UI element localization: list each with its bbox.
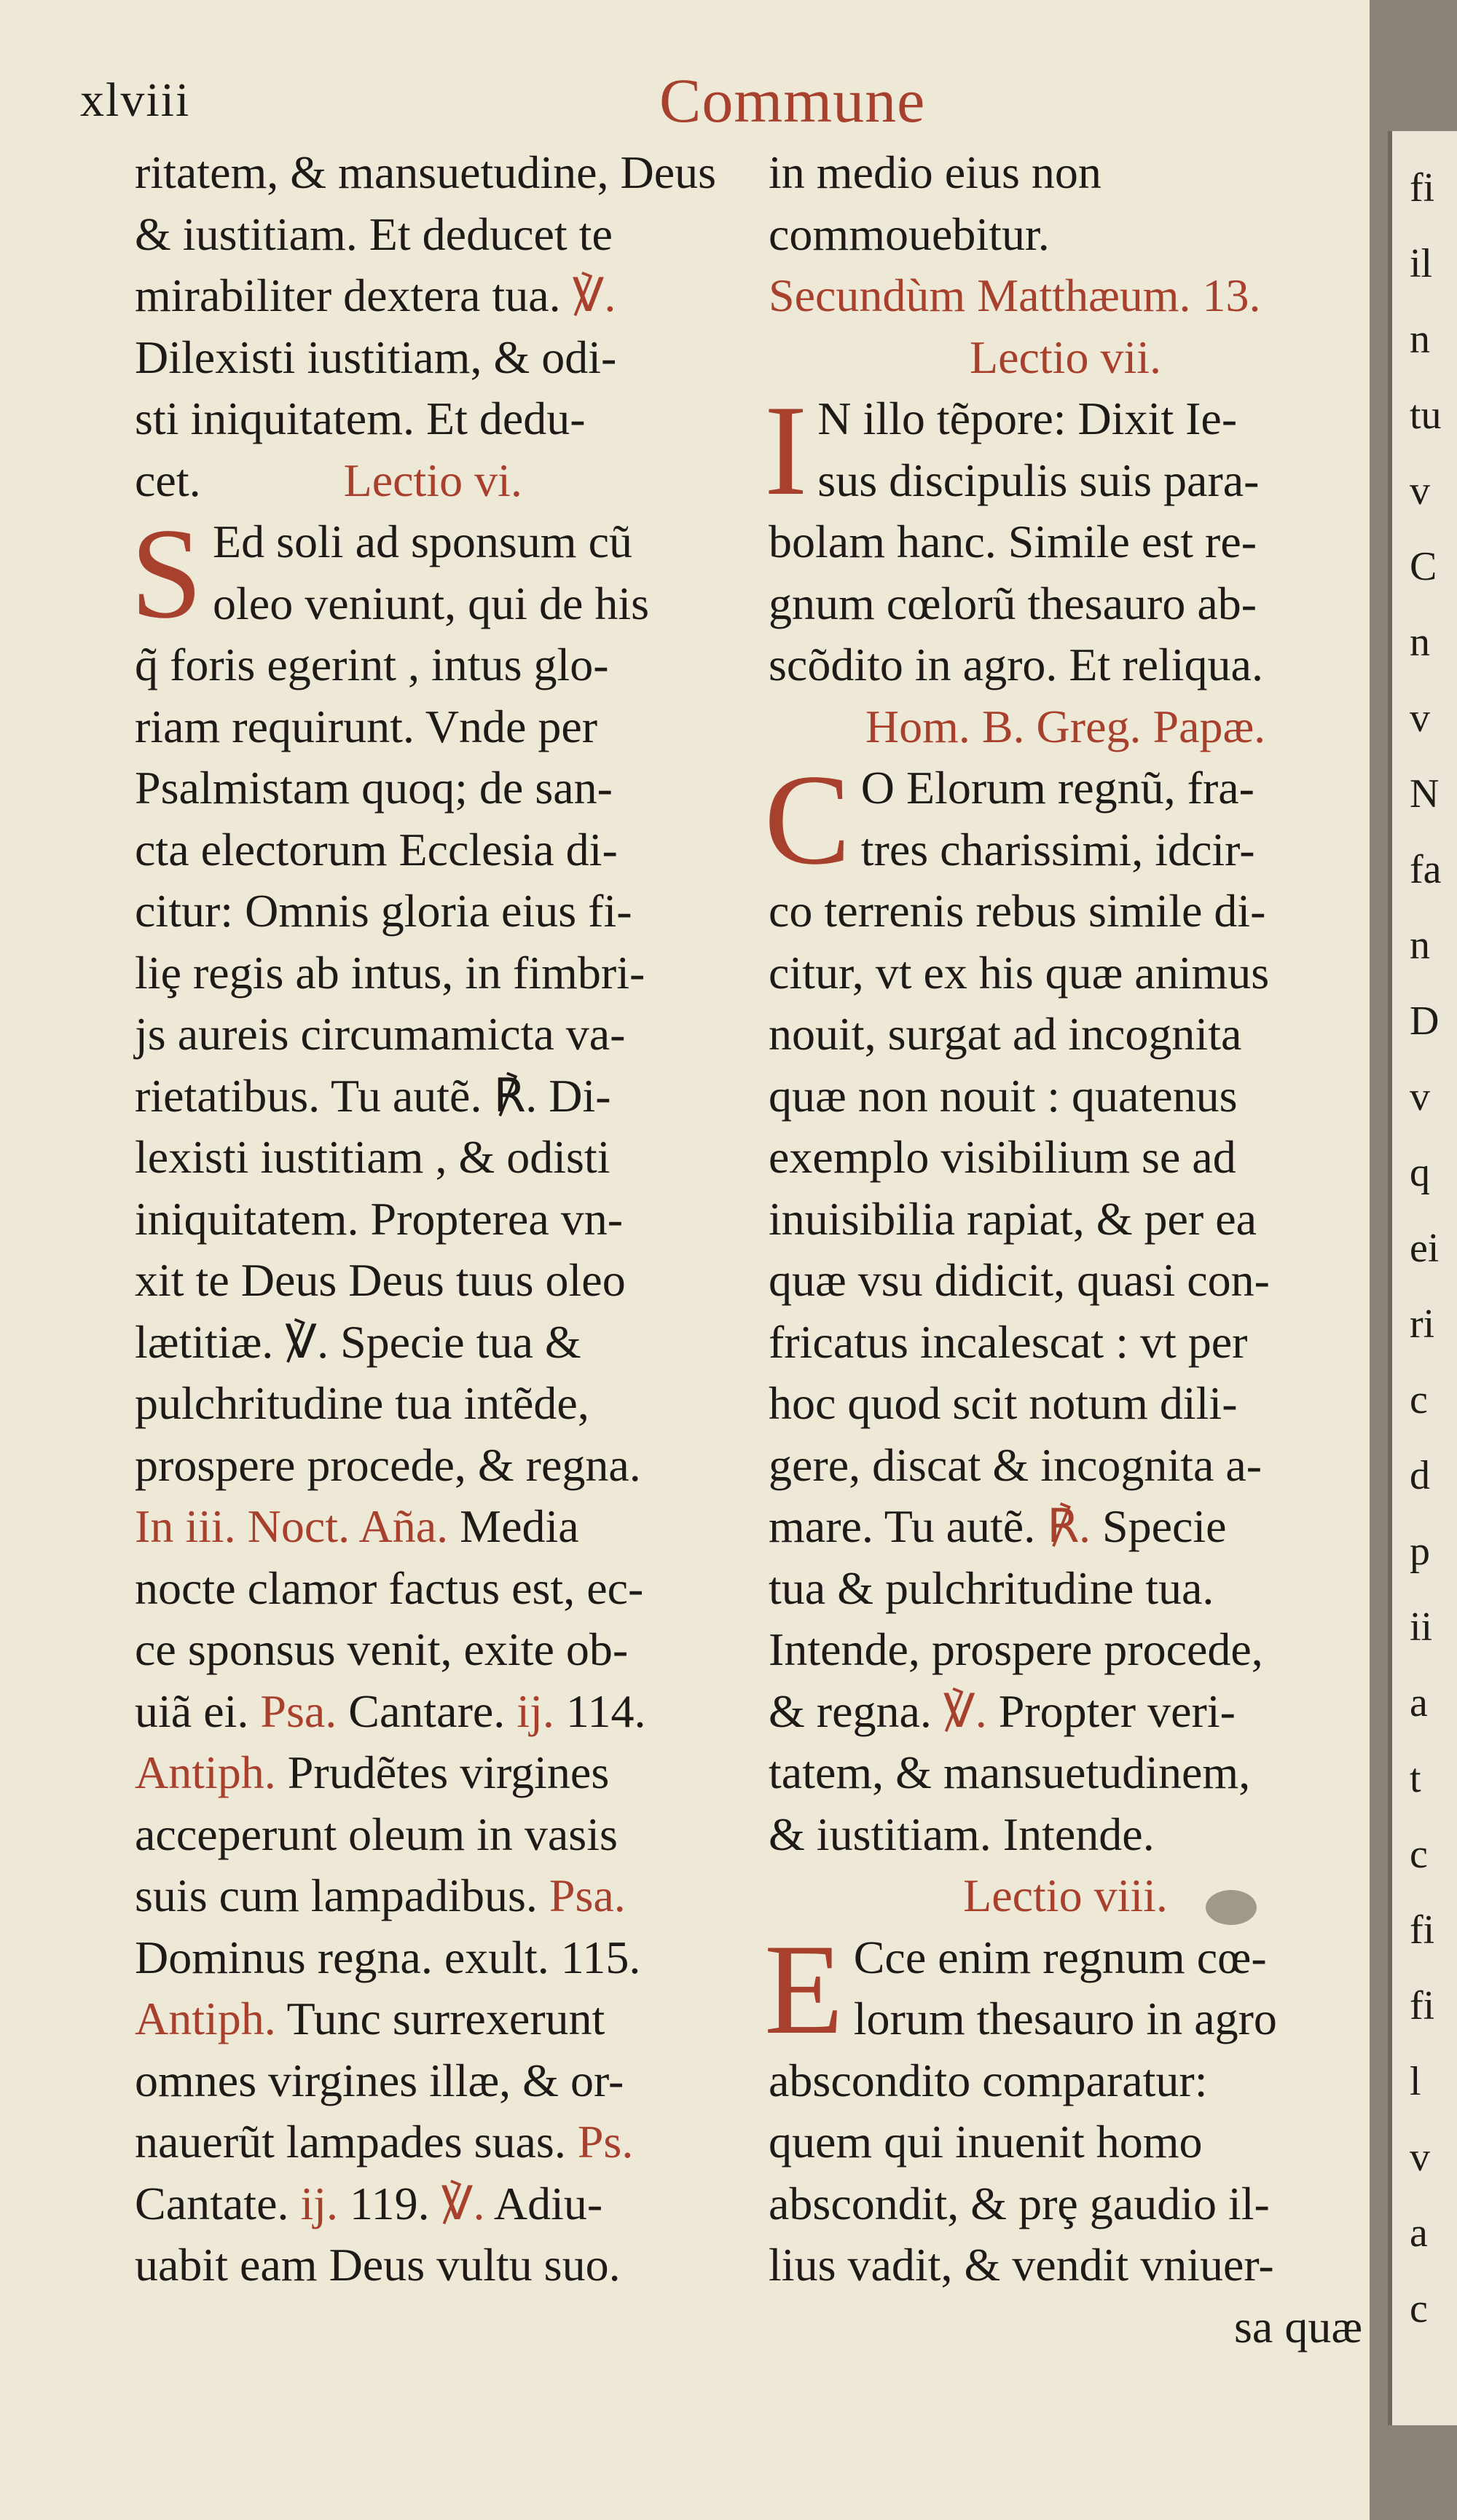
catchword: sa quæ [1234, 2300, 1362, 2352]
text-line: ritatem, & mansuetudine, Deus [135, 146, 717, 198]
versicle-sign: ℣. [572, 269, 616, 321]
text-line: N illo tẽpore: Dixit Ie- [817, 393, 1238, 444]
text-line: tua & pulchritudine tua. [769, 1562, 1214, 1614]
text-line: Cantare. [348, 1685, 506, 1737]
text-line: iniquitatem. Propterea vn- [135, 1192, 624, 1245]
edge-fragment: t [1410, 1756, 1421, 1801]
versicle-sign: ℣. [943, 1685, 987, 1737]
text-line: quæ vsu didicit, quasi con- [769, 1254, 1270, 1306]
text-line: Dilexisti iustitiam, & odi- [135, 331, 617, 383]
text-line: & iustitiam. Et deducet te [135, 208, 613, 260]
edge-fragment: c [1410, 1377, 1428, 1422]
text-line: lorum thesauro in agro [853, 1993, 1277, 2044]
edge-fragment: tu [1410, 393, 1442, 438]
text-line: riam requirunt. Vnde per [135, 700, 598, 752]
text-line: Media [460, 1500, 579, 1552]
text-line: cta electorum Ecclesia di- [135, 823, 618, 875]
ink-blot [1206, 1890, 1257, 1925]
edge-fragment: v [1410, 696, 1430, 741]
edge-fragment: N [1410, 771, 1440, 816]
psalm-number: 114. [565, 1685, 646, 1737]
text-line: citur: Omnis gloria eius fi- [135, 885, 632, 937]
text-line: Cce enim regnum cœ- [853, 1931, 1267, 1983]
edge-fragment: q [1410, 1150, 1430, 1195]
edge-fragment: l [1410, 2059, 1421, 2104]
text-line: js aureis circumamicta va- [135, 1008, 626, 1060]
text-line: quæ non nouit : quatenus [769, 1069, 1238, 1122]
homily-heading: Hom. B. Greg. Papæ. [865, 700, 1266, 752]
nocturn-heading: In iii. Noct. Aña. [135, 1500, 449, 1552]
text-line: Dominus regna. exult. 115. [135, 1931, 641, 1983]
text-line: lius vadit, & vendit vniuer- [769, 2239, 1274, 2291]
lectio-heading: Lectio viii. [963, 1870, 1168, 1921]
text-line: bolam hanc. Simile est re- [769, 516, 1257, 567]
text-line: Ed soli ad sponsum cũ [213, 516, 632, 567]
edge-fragment: fa [1410, 847, 1442, 892]
edge-fragment: n [1410, 923, 1430, 968]
edge-fragment: v [1410, 2135, 1430, 2180]
text-line: co terrenis rebus simile di- [769, 885, 1266, 937]
running-title: Commune [659, 66, 926, 135]
psalm-label: Psa. [549, 1870, 626, 1921]
drop-cap: C [764, 747, 851, 891]
text-line: omnes virgines illæ, & or- [135, 2054, 624, 2106]
text-line: Tunc surrexerunt [286, 1993, 605, 2044]
edge-fragment: p [1410, 1529, 1430, 1574]
edge-fragment: ii [1410, 1604, 1433, 1650]
lectio-vii-block [764, 378, 1362, 696]
homily-block [764, 747, 1362, 1865]
edge-fragment: ri [1410, 1302, 1435, 1347]
text-line: tres charissimi, idcir- [860, 823, 1255, 875]
gospel-reference: Secundùm Matthæum. 13. [769, 269, 1261, 321]
text-line: abscondit, & prȩ gaudio il- [769, 2177, 1270, 2229]
text-line: citur, vt ex his quæ animus [769, 946, 1270, 999]
text-line: fricatus incalescat : vt per [769, 1315, 1248, 1368]
text-line: nouit, surgat ad incognita [769, 1008, 1242, 1060]
text-line: q̃ foris egerint , intus glo- [135, 639, 609, 690]
text-line: cet. [135, 454, 201, 506]
drop-cap: E [764, 1916, 844, 2061]
text-line: quem qui inuenit homo [769, 2116, 1203, 2167]
lectio-heading: Lectio vi. [343, 454, 522, 506]
text-line: mirabiliter dextera tua. [135, 269, 561, 321]
text-line: Propter veri- [998, 1685, 1236, 1737]
text-line: commouebitur. [769, 208, 1050, 260]
edge-fragment: v [1410, 1074, 1430, 1119]
text-line: in medio eius non [769, 146, 1101, 198]
text-line: suis cum lampadibus. [135, 1870, 538, 1921]
text-line: nauerũt lampades suas. [135, 2116, 566, 2167]
text-line: uabit eam Deus vultu suo. [135, 2239, 621, 2291]
edge-fragment: D [1410, 999, 1440, 1044]
text-line: uiã ei. [135, 1685, 249, 1737]
right-column [764, 142, 1362, 2358]
edge-fragment: n [1410, 620, 1430, 665]
edge-fragment: fi [1410, 165, 1435, 210]
edge-fragment: fi [1410, 1983, 1435, 2028]
antiphon-label: Antiph. [135, 1993, 276, 2044]
edge-fragment: C [1410, 544, 1437, 589]
versicle-sign: ℣. [441, 2177, 485, 2229]
text-line: sti iniquitatem. Et dedu- [135, 393, 586, 444]
text-line: lætitiæ. ℣. Specie tua & [135, 1315, 581, 1368]
text-line: pulchritudine tua intẽde, [135, 1377, 589, 1429]
text-line: & regna. [769, 1685, 932, 1737]
text-line: Adiu- [493, 2177, 603, 2229]
lectio-heading: Lectio vii. [969, 331, 1162, 383]
lectio-viii-block [764, 1916, 1362, 2358]
antiphon-label: Antiph. [135, 1747, 276, 1798]
text-line: ce sponsus venit, exite ob- [135, 1623, 629, 1675]
text-line: Intende, prospere procede, [769, 1623, 1263, 1675]
text-line: Specie [1101, 1500, 1227, 1552]
text-line: Prudẽtes virgines [287, 1747, 610, 1798]
text-line: rietatibus. Tu autẽ. ℟. Di- [135, 1069, 611, 1122]
lectio-vi-block [130, 501, 750, 1496]
left-column [130, 142, 750, 2296]
text-line: liȩ regis ab intus, in fimbri- [135, 946, 645, 999]
text-line: mare. Tu autẽ. [769, 1500, 1036, 1552]
text-line: scõdito in agro. Et reliqua. [769, 639, 1263, 690]
edge-fragment: v [1410, 468, 1430, 513]
rubric-mark: ij. [300, 2177, 339, 2229]
text-line: nocte clamor factus est, ec- [135, 1562, 644, 1614]
edge-fragment: c [1410, 1832, 1428, 1877]
edge-fragment: n [1410, 317, 1430, 362]
edge-fragment: il [1410, 241, 1433, 286]
text-line: abscondito comparatur: [769, 2054, 1208, 2106]
text-line: hoc quod scit notum dili- [769, 1377, 1238, 1429]
edge-fragment: a [1410, 2210, 1428, 2256]
psalm-label: Psa. [260, 1685, 337, 1737]
text-line: tatem, & mansuetudinem, [769, 1747, 1251, 1798]
edge-fragment: c [1410, 2286, 1428, 2331]
text-line: Psalmistam quoq; de san- [135, 762, 613, 814]
text-line: Cantate. [135, 2177, 289, 2229]
folio-number: xlviii [80, 74, 191, 127]
text-line: sus discipulis suis para- [817, 454, 1260, 506]
drop-cap: S [130, 501, 203, 645]
text-line: gnum cœlorũ thesauro ab- [769, 577, 1257, 629]
text-line: gere, discat & incognita a- [769, 1438, 1262, 1491]
edge-fragment: fi [1410, 1907, 1435, 1953]
psalm-number: 119. [350, 2177, 430, 2229]
drop-cap: I [764, 378, 808, 522]
text-line: prospere procede, & regna. [135, 1438, 641, 1491]
text-line: inuisibilia rapiat, & per ea [769, 1192, 1257, 1245]
text-line: O Elorum regnũ, fra- [860, 762, 1254, 814]
text-line: oleo veniunt, qui de his [213, 577, 650, 629]
text-line: acceperunt oleum in vasis [135, 1808, 618, 1860]
edge-fragment: a [1410, 1680, 1428, 1725]
text-line: xit te Deus Deus tuus oleo [135, 1254, 626, 1306]
response-sign: ℟. [1047, 1500, 1091, 1552]
edge-fragment: ei [1410, 1226, 1440, 1271]
text-line: & iustitiam. Intende. [769, 1808, 1155, 1860]
rubric-mark: ij. [517, 1685, 554, 1737]
psalm-label: Ps. [577, 2116, 634, 2167]
text-line: lexisti iustitiam , & odisti [135, 1131, 610, 1183]
edge-fragment: d [1410, 1453, 1430, 1498]
text-line: exemplo visibilium se ad [769, 1131, 1236, 1183]
